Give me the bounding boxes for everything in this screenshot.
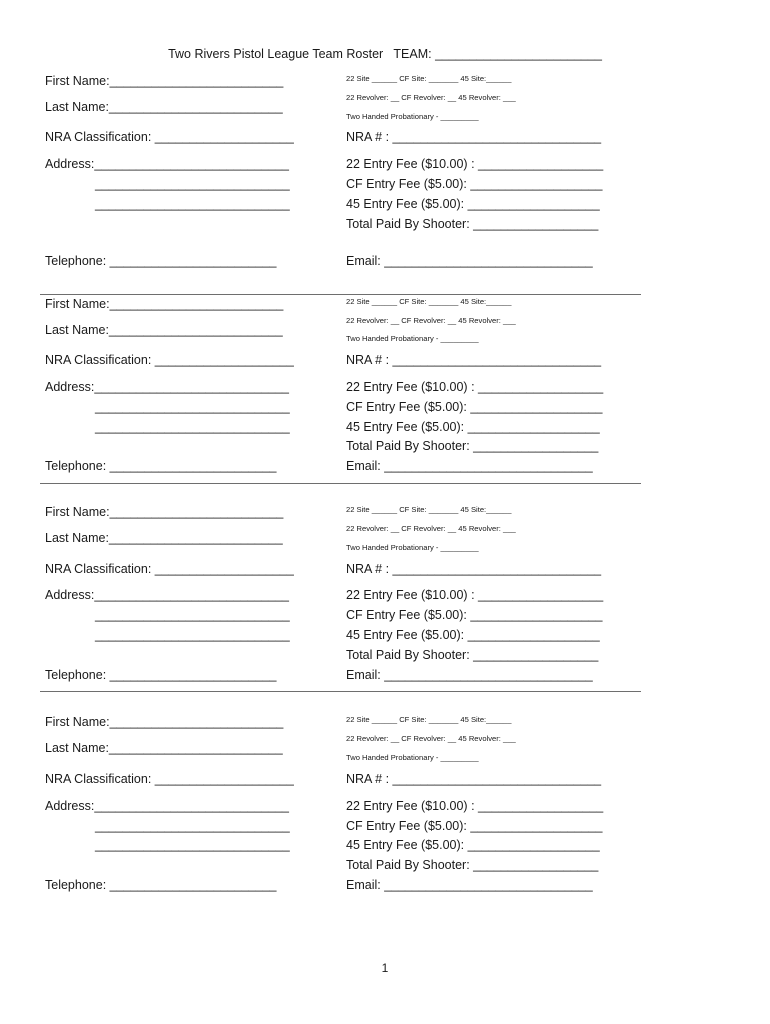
telephone-field[interactable]: Telephone: ________________________ [45, 254, 277, 268]
section-divider [40, 483, 641, 484]
two-handed-probationary[interactable]: Two Handed Probationary - _________ [346, 112, 479, 121]
entry-fee-45[interactable]: 45 Entry Fee ($5.00): ___________________ [346, 628, 600, 642]
two-handed-probationary[interactable]: Two Handed Probationary - _________ [346, 543, 479, 552]
first-name-field[interactable]: First Name:_________________________ [45, 505, 284, 519]
section-divider [40, 691, 641, 692]
email-field[interactable]: Email: ______________________________ [346, 254, 593, 268]
entry-fee-45[interactable]: 45 Entry Fee ($5.00): ___________________ [346, 420, 600, 434]
nra-classification-field[interactable]: NRA Classification: ____________________ [45, 772, 294, 786]
address-field[interactable]: Address:____________________________ [45, 799, 289, 813]
address-line-2[interactable]: ____________________________ [95, 608, 290, 622]
email-field[interactable]: Email: ______________________________ [346, 459, 593, 473]
last-name-field[interactable]: Last Name:_________________________ [45, 100, 283, 114]
two-handed-probationary[interactable]: Two Handed Probationary - _________ [346, 753, 479, 762]
entry-fee-cf[interactable]: CF Entry Fee ($5.00): ___________________ [346, 608, 603, 622]
total-paid[interactable]: Total Paid By Shooter: __________________ [346, 439, 599, 453]
address-line-2[interactable]: ____________________________ [95, 177, 290, 191]
address-field[interactable]: Address:____________________________ [45, 380, 289, 394]
entry-fee-cf[interactable]: CF Entry Fee ($5.00): ___________________ [346, 400, 603, 414]
address-field[interactable]: Address:____________________________ [45, 588, 289, 602]
telephone-field[interactable]: Telephone: ________________________ [45, 668, 277, 682]
revolver-selection[interactable]: 22 Revolver: __ CF Revolver: __ 45 Revolver: ___ [346, 524, 516, 533]
nra-number-field[interactable]: NRA # : ______________________________ [346, 772, 602, 786]
site-selection[interactable]: 22 Site ______ CF Site: _______ 45 Site:______ [346, 715, 512, 724]
entry-fee-45[interactable]: 45 Entry Fee ($5.00): ___________________ [346, 838, 600, 852]
entry-fee-45[interactable]: 45 Entry Fee ($5.00): ___________________ [346, 197, 600, 211]
site-selection[interactable]: 22 Site ______ CF Site: _______ 45 Site:______ [346, 74, 512, 83]
address-line-2[interactable]: ____________________________ [95, 400, 290, 414]
entry-fee-cf[interactable]: CF Entry Fee ($5.00): ___________________ [346, 819, 603, 833]
first-name-field[interactable]: First Name:_________________________ [45, 715, 284, 729]
revolver-selection[interactable]: 22 Revolver: __ CF Revolver: __ 45 Revolver: ___ [346, 93, 516, 102]
nra-number-field[interactable]: NRA # : ______________________________ [346, 353, 602, 367]
page-number: 1 [381, 961, 389, 975]
site-selection[interactable]: 22 Site ______ CF Site: _______ 45 Site:______ [346, 505, 512, 514]
total-paid[interactable]: Total Paid By Shooter: __________________ [346, 217, 599, 231]
total-paid[interactable]: Total Paid By Shooter: __________________ [346, 648, 599, 662]
nra-classification-field[interactable]: NRA Classification: ____________________ [45, 562, 294, 576]
revolver-selection[interactable]: 22 Revolver: __ CF Revolver: __ 45 Revolver: ___ [346, 316, 516, 325]
address-line-3[interactable]: ____________________________ [95, 420, 290, 434]
first-name-field[interactable]: First Name:_________________________ [45, 74, 284, 88]
email-field[interactable]: Email: ______________________________ [346, 878, 593, 892]
entry-fee-22[interactable]: 22 Entry Fee ($10.00) : __________________ [346, 588, 604, 602]
nra-classification-field[interactable]: NRA Classification: ____________________ [45, 130, 294, 144]
entry-fee-22[interactable]: 22 Entry Fee ($10.00) : __________________ [346, 380, 604, 394]
first-name-field[interactable]: First Name:_________________________ [45, 297, 284, 311]
address-field[interactable]: Address:____________________________ [45, 157, 289, 171]
telephone-field[interactable]: Telephone: ________________________ [45, 878, 277, 892]
last-name-field[interactable]: Last Name:_________________________ [45, 323, 283, 337]
email-field[interactable]: Email: ______________________________ [346, 668, 593, 682]
entry-fee-22[interactable]: 22 Entry Fee ($10.00) : __________________ [346, 799, 604, 813]
page-title: Two Rivers Pistol League Team Roster TEAM: ________________________ [168, 47, 602, 61]
last-name-field[interactable]: Last Name:_________________________ [45, 531, 283, 545]
nra-number-field[interactable]: NRA # : ______________________________ [346, 562, 602, 576]
address-line-2[interactable]: ____________________________ [95, 819, 290, 833]
address-line-3[interactable]: ____________________________ [95, 197, 290, 211]
entry-fee-22[interactable]: 22 Entry Fee ($10.00) : __________________ [346, 157, 604, 171]
two-handed-probationary[interactable]: Two Handed Probationary - _________ [346, 334, 479, 343]
telephone-field[interactable]: Telephone: ________________________ [45, 459, 277, 473]
section-divider [40, 294, 641, 295]
nra-classification-field[interactable]: NRA Classification: ____________________ [45, 353, 294, 367]
entry-fee-cf[interactable]: CF Entry Fee ($5.00): ___________________ [346, 177, 603, 191]
address-line-3[interactable]: ____________________________ [95, 838, 290, 852]
revolver-selection[interactable]: 22 Revolver: __ CF Revolver: __ 45 Revolver: ___ [346, 734, 516, 743]
site-selection[interactable]: 22 Site ______ CF Site: _______ 45 Site:______ [346, 297, 512, 306]
nra-number-field[interactable]: NRA # : ______________________________ [346, 130, 602, 144]
last-name-field[interactable]: Last Name:_________________________ [45, 741, 283, 755]
total-paid[interactable]: Total Paid By Shooter: __________________ [346, 858, 599, 872]
address-line-3[interactable]: ____________________________ [95, 628, 290, 642]
